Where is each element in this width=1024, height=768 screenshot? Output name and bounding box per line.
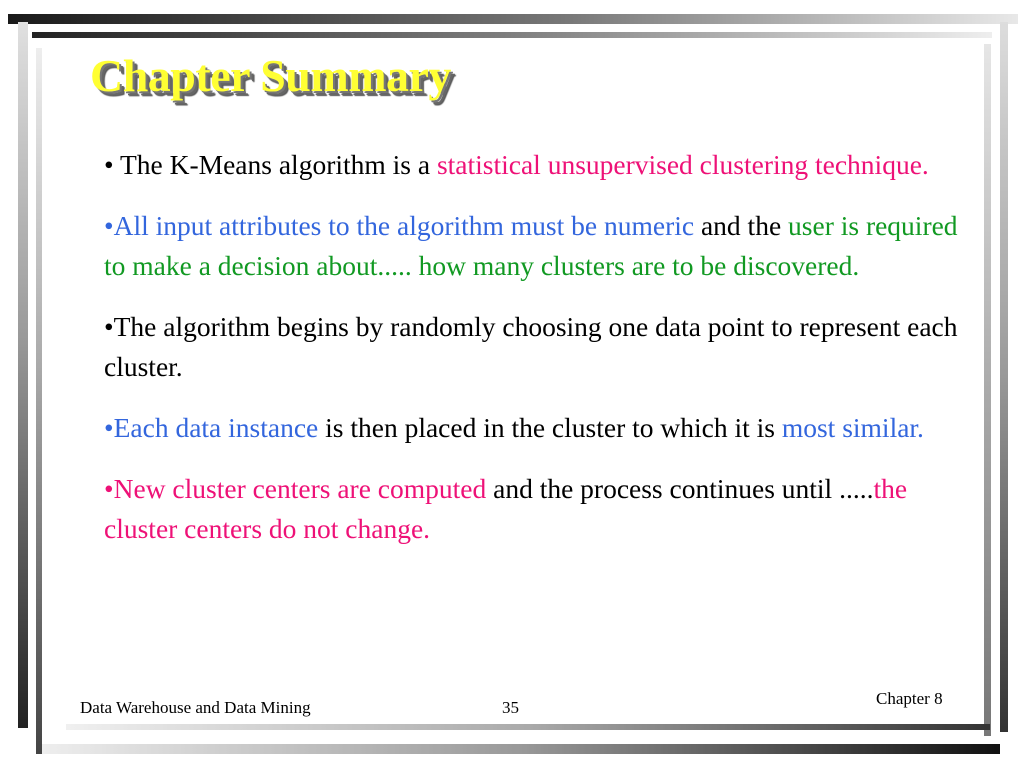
bullet-item [104, 307, 982, 387]
left-inner-border-bar [36, 48, 42, 754]
bullet-highlight-blue: •Each data instance [104, 412, 319, 443]
top-inner-border-bar [32, 32, 992, 38]
top-border-bar [8, 14, 1018, 24]
bullet-highlight-red: •New cluster centers are computed [104, 473, 487, 504]
right-inner-border-bar [984, 44, 991, 736]
bullet-highlight-blue: •All input attributes to the algorithm must be numeric [104, 210, 695, 241]
bullet-item [104, 206, 982, 286]
bullet-text: and the [694, 210, 789, 241]
bullet-text: and the process continues until ..... [486, 473, 874, 504]
bullet-list [104, 145, 982, 570]
bullet-text: is then placed in the cluster to which it is [318, 412, 782, 443]
bullet-item [104, 469, 982, 549]
bullet-highlight-red: statistical unsupervised clustering technique. [436, 149, 929, 180]
right-border-bar [1000, 22, 1008, 732]
bullet-highlight-green: user is required to make a decision about..... how many clusters are to be discovered. [104, 210, 958, 281]
footer-chapter: Chapter 8 [876, 689, 943, 708]
left-border-bar [18, 22, 28, 728]
bullet-item [104, 145, 982, 185]
footer-page-number: 35 [502, 698, 519, 717]
footer-course-title: Data Warehouse and Data Mining [80, 698, 311, 717]
bottom-border-bar [42, 744, 1000, 754]
slide-title: Chapter Summary [90, 50, 451, 101]
bullet-highlight-red: the cluster centers do not change. [104, 473, 908, 544]
bullet-highlight-blue: most similar. [781, 412, 924, 443]
bullet-item [104, 408, 982, 448]
bullet-text: • The K-Means algorithm is a [104, 149, 437, 180]
bullet-text: •The algorithm begins by randomly choosing one data point to represent each cluster. [104, 311, 958, 382]
bottom-inner-border-bar [66, 724, 990, 730]
